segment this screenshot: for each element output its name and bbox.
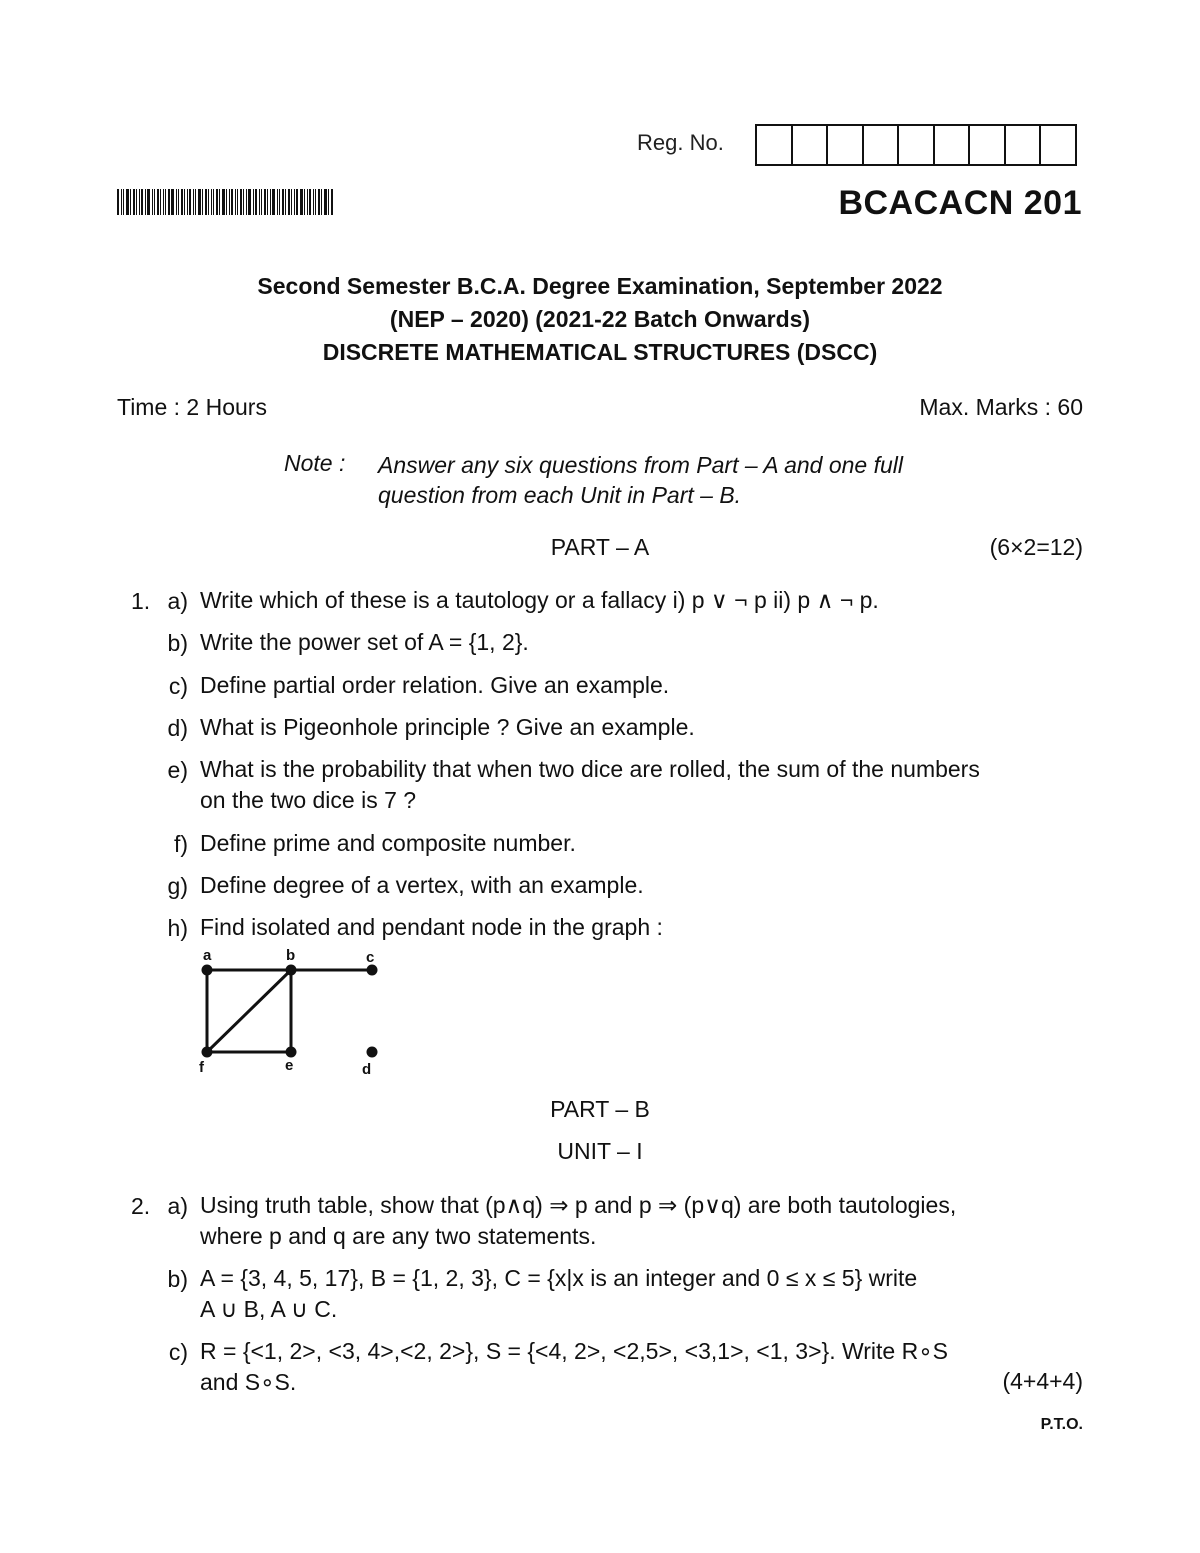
barcode-bar — [253, 189, 254, 215]
barcode-bar — [248, 189, 251, 215]
text-line: Using truth table, show that (p∧q) ⇒ p and p ⇒ (p∨q) are both tautologies, — [200, 1192, 957, 1218]
reg-no-box[interactable] — [828, 126, 864, 164]
sub-question-label: h) — [167, 915, 188, 941]
vertex-e — [286, 1047, 297, 1058]
barcode-bar — [211, 189, 212, 215]
sub-question-text: Find isolated and pendant node in the graph : — [200, 914, 663, 940]
barcode-bar — [246, 189, 247, 215]
reg-no-label: Reg. No. — [637, 130, 724, 155]
sub-question-text: Define degree of a vertex, with an example. — [200, 872, 644, 898]
barcode-bar — [171, 189, 174, 215]
vertex-label-c: c — [366, 949, 375, 966]
vertex-label-d: d — [362, 1061, 372, 1078]
unit-heading: UNIT – I — [557, 1138, 643, 1164]
barcode-bar — [261, 189, 262, 215]
vertex-b — [286, 965, 297, 976]
barcode-bar — [213, 189, 214, 215]
barcode-bar — [315, 189, 316, 215]
exam-title: Second Semester B.C.A. Degree Examination, September 2022 — [257, 273, 943, 299]
barcode-bar — [324, 189, 327, 215]
barcode-bar — [277, 189, 278, 215]
barcode-bar — [176, 189, 177, 215]
barcode-bar — [139, 189, 140, 215]
barcode-bar — [285, 189, 286, 215]
sub-question-label: b) — [167, 1266, 188, 1292]
barcode-bar — [304, 189, 305, 215]
barcode-bar — [184, 189, 185, 215]
barcode-bar — [178, 189, 179, 215]
barcode-bar — [154, 189, 155, 215]
question-number: 2. — [131, 1193, 151, 1219]
sub-question-text: What is Pigeonhole principle ? Give an example. — [200, 714, 695, 740]
barcode-bar — [313, 189, 314, 215]
barcode-bar — [165, 189, 166, 215]
barcode-bar — [189, 189, 191, 215]
barcode-bar — [279, 189, 280, 215]
barcode-bar — [219, 189, 220, 215]
barcode-bar — [309, 189, 311, 215]
vertex-f — [202, 1047, 213, 1058]
barcode-bar — [237, 189, 238, 215]
note-line: question from each Unit in Part – B. — [378, 482, 742, 508]
sub-question-text: Define partial order relation. Give an example. — [200, 672, 670, 698]
reg-no-box[interactable] — [1041, 126, 1075, 164]
vertex-d — [367, 1047, 378, 1058]
vertex-label-b: b — [286, 947, 296, 964]
barcode-bar — [195, 189, 196, 215]
barcode-bar — [328, 189, 329, 215]
barcode — [117, 189, 385, 215]
text-line: R = {<1, 2>, <3, 4>,<2, 2>}, S = {<4, 2>, <2,5>, <3,1>, <1, 3>}. Write R∘S — [200, 1338, 948, 1364]
barcode-bar — [181, 189, 183, 215]
graph-edges — [207, 970, 372, 1052]
reg-no-box[interactable] — [864, 126, 900, 164]
barcode-bar — [126, 189, 129, 215]
barcode-bar — [160, 189, 161, 215]
barcode-bar — [123, 189, 124, 215]
reg-no-boxes[interactable] — [755, 124, 1077, 166]
subject-title: DISCRETE MATHEMATICAL STRUCTURES (DSCC) — [322, 339, 878, 365]
barcode-bar — [291, 189, 292, 215]
sub-question-label: c) — [168, 673, 188, 699]
reg-no-box[interactable] — [1006, 126, 1042, 164]
text-line: A ∪ B, A ∪ C. — [200, 1296, 338, 1322]
barcode-bar — [117, 189, 119, 215]
sub-question-text — [200, 1336, 1080, 1398]
barcode-bar — [235, 189, 236, 215]
sub-question-label: g) — [167, 873, 188, 899]
paper-code: BCACACN 201 — [838, 184, 1082, 222]
note-text — [378, 450, 1018, 510]
reg-no-box[interactable] — [793, 126, 829, 164]
part-a-marks: (6×2=12) — [989, 534, 1083, 560]
sub-question-text — [200, 1263, 1080, 1325]
barcode-bar — [141, 189, 143, 215]
part-b-marks: (4+4+4) — [1002, 1368, 1083, 1394]
barcode-bar — [300, 189, 303, 215]
barcode-bar — [205, 189, 207, 215]
barcode-bar — [130, 189, 131, 215]
reg-no-box[interactable] — [970, 126, 1006, 164]
sub-question-label: e) — [167, 757, 188, 783]
barcode-bar — [226, 189, 227, 215]
reg-no-box[interactable] — [899, 126, 935, 164]
barcode-bar — [321, 189, 322, 215]
exam-scheme: (NEP – 2020) (2021-22 Batch Onwards) — [389, 306, 811, 332]
sub-question-text — [200, 1190, 1080, 1252]
vertex-c — [367, 965, 378, 976]
barcode-bar — [270, 189, 271, 215]
note-line: Answer any six questions from Part – A and one full — [378, 452, 904, 478]
barcode-bar — [296, 189, 298, 215]
vertex-a — [202, 965, 213, 976]
barcode-bar — [240, 189, 242, 215]
barcode-bar — [157, 189, 159, 215]
sub-question-label: c) — [168, 1339, 188, 1365]
barcode-bar — [264, 189, 266, 215]
barcode-bar — [243, 189, 244, 215]
sub-question-text — [200, 754, 1080, 816]
max-marks: Max. Marks : 60 — [919, 394, 1083, 420]
sub-question-text: Write which of these is a tautology or a fallacy i) p ∨ ¬ p ii) p ∧ ¬ p. — [200, 587, 879, 613]
barcode-bar — [229, 189, 230, 215]
text-line: where p and q are any two statements. — [200, 1223, 597, 1249]
barcode-bar — [307, 189, 308, 215]
pto-label: P.T.O. — [1040, 1416, 1083, 1433]
text-line: on the two dice is 7 ? — [200, 787, 417, 813]
barcode-bar — [288, 189, 290, 215]
barcode-bar — [202, 189, 203, 215]
edge-f-b — [207, 970, 291, 1052]
barcode-bar — [294, 189, 295, 215]
barcode-bar — [255, 189, 257, 215]
barcode-bar — [331, 189, 333, 215]
reg-no-box[interactable] — [935, 126, 971, 164]
sub-question-label: f) — [173, 831, 188, 857]
barcode-bar — [231, 189, 233, 215]
vertex-label-f: f — [199, 1059, 204, 1076]
barcode-bar — [318, 189, 320, 215]
barcode-bar — [187, 189, 188, 215]
barcode-bar — [208, 189, 209, 215]
question-number: 1. — [131, 588, 151, 614]
sub-question-label: b) — [167, 630, 188, 656]
barcode-bar — [133, 189, 135, 215]
sub-question-label: d) — [167, 715, 188, 741]
vertex-label-e: e — [285, 1057, 294, 1074]
text-line: What is the probability that when two dice are rolled, the sum of the numbers — [200, 756, 980, 782]
barcode-bar — [168, 189, 170, 215]
barcode-bar — [272, 189, 275, 215]
barcode-bar — [222, 189, 225, 215]
part-a-heading: PART – A — [550, 534, 650, 560]
barcode-bar — [163, 189, 164, 215]
sub-question-label: a) — [167, 588, 188, 614]
vertex-label-a: a — [203, 947, 212, 964]
barcode-bar — [267, 189, 268, 215]
barcode-bar — [193, 189, 194, 215]
reg-no-box[interactable] — [757, 126, 793, 164]
barcode-bar — [145, 189, 146, 215]
barcode-bar — [259, 189, 260, 215]
barcode-bar — [282, 189, 284, 215]
text-line: A = {3, 4, 5, 17}, B = {1, 2, 3}, C = {x|x is an integer and 0 ≤ x ≤ 5} write — [200, 1265, 918, 1291]
barcode-bar — [147, 189, 150, 215]
barcode-bar — [198, 189, 201, 215]
sub-question-text: Write the power set of A = {1, 2}. — [200, 629, 529, 655]
barcode-bar — [152, 189, 153, 215]
text-line: and S∘S. — [200, 1369, 297, 1395]
graph-figure — [190, 944, 400, 1084]
note-label: Note : — [284, 450, 346, 476]
barcode-bar — [216, 189, 218, 215]
part-b-heading: PART – B — [550, 1096, 650, 1122]
barcode-bar — [121, 189, 122, 215]
sub-question-label: a) — [167, 1193, 188, 1219]
sub-question-text: Define prime and composite number. — [200, 830, 576, 856]
barcode-bar — [136, 189, 137, 215]
time-allowed: Time : 2 Hours — [117, 394, 267, 420]
